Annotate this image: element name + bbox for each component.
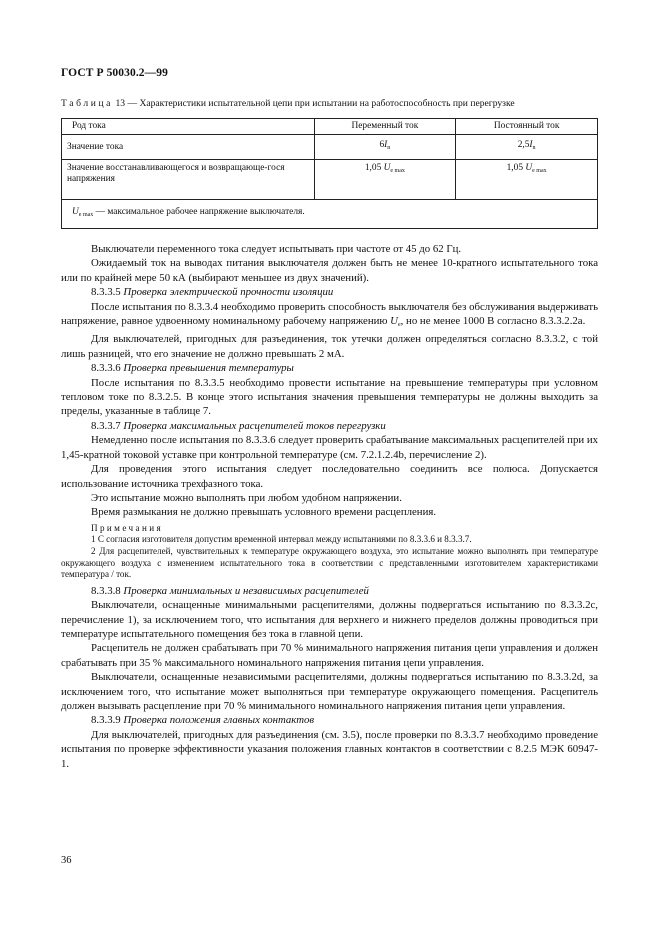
notes-heading: Примечания (91, 522, 164, 533)
section-heading-8-3-3-8: 8.3.3.8 Проверка минимальных и независимых расцепителей (91, 584, 369, 597)
body-text (61, 242, 598, 771)
cell-ac-voltage: 1,05 $U_{e max}$ (314, 160, 456, 200)
paragraph: Ожидаемый ток на выводах питания выключателя должен быть не менее 10-кратного испытательного тока или по крайней мере 50 кА (выбирают меньшее из двух значений). (61, 257, 598, 284)
paragraph: Выключатели, оснащенные независимыми расцепителями, должны подвергаться испытанию по 8.3.3.2d, за исключением того, что испытание может выполняться при температуре окружающего помещения. Расцепитель должен вызывать расцепление при 70 % минимального номинального напряжения питания цепи управления. (61, 671, 598, 712)
notes-block (61, 523, 598, 581)
page-number: 36 (61, 855, 72, 866)
cell-dc-voltage: 1,05 $U_{e max}$ (456, 160, 598, 200)
section-heading-8-3-3-9: 8.3.3.9 Проверка положения главных контактов (91, 714, 315, 727)
col-header-dc: Постоянный ток (456, 119, 598, 135)
test-circuit-table (61, 118, 598, 229)
table-caption (61, 98, 601, 109)
table-note: $U_{e max}$ — максимальное рабочее напряжение выключателя. (62, 200, 598, 229)
cell-ac-current: $6I_n$ (314, 135, 456, 160)
standard-header: ГОСТ Р 50030.2—99 (61, 67, 168, 79)
section-heading-8-3-3-7: 8.3.3.7 Проверка максимальных расцепителей токов перегрузки (91, 419, 386, 432)
section-heading-8-3-3-6: 8.3.3.6 Проверка превышения температуры (91, 362, 294, 375)
col-header-current-type: Род тока (62, 119, 315, 135)
table-caption-text: 13 — Характеристики испытательной цепи при испытании на работоспособность при перегрузке (115, 98, 515, 109)
paragraph: Выключатели, оснащенные минимальными расцепителями, должны подвергаться испытанию по 8.3.3.2с, перечисление 1), за исключением того, что испытания для верхнего и нижнего пределов должны проводиться при температуре испытательного помещения без тока в главной цепи. (61, 599, 598, 640)
paragraph: После испытания по 8.3.3.5 необходимо провести испытание на превышение температуры при условном тепловом токе по 8.3.2.5. В конце этого испытания значения превышения температуры не должны выходить за пределы, указанные в таблице 7. (61, 376, 598, 418)
paragraph: Для выключателей, пригодных для разъединения (см. 3.5), после проверки по 8.3.3.7 необходимо проведение испытания по проверке эффективности указания положения главных контактов в соответствии с 8.2.5 МЭК 60947-1. (61, 728, 598, 770)
note-item: 1 С согласия изготовителя допустим временной интервал между испытаниями по 8.3.3.6 и 8.3.3.7. (91, 534, 472, 545)
note-item: 2 Для расцепителей, чувствительных к температуре окружающего воздуха, это испытание можно выполнять при температуре окружающего воздуха с изменением испытательного тока в соответствии с представленными изготовителем характеристиками температура / ток. (61, 545, 598, 580)
table-row-voltage (62, 160, 598, 200)
col-header-ac: Переменный ток (314, 119, 456, 135)
paragraph: Для выключателей, пригодных для разъединения, ток утечки должен определяться согласно 8.3.3.2, с той лишь разницей, что его значение не должно превышать 2 мА. (61, 333, 598, 360)
table-header-row (62, 119, 598, 135)
table-caption-word: Таблица (61, 98, 114, 109)
paragraph: Для проведения этого испытания следует последовательно соединить все полюса. Допускается использование источника трехфазного тока. (61, 463, 598, 490)
paragraph: Расцепитель не должен срабатывать при 70 % минимального напряжения питания цепи управления и должен срабатывать при 35 % максимального номинального напряжения питания цепи управления. (61, 642, 598, 669)
paragraph: Это испытание можно выполнять при любом удобном напряжении. (91, 491, 402, 504)
row-label-voltage: Значение восстанавливающегося и возвращающе-гося напряжения (62, 160, 315, 200)
paragraph: После испытания по 8.3.3.4 необходимо проверить способность выключателя без обслуживания выдерживать напряжение, равное удвоенному номинальному рабочему напряжению $U_e$, но не менее 1000 В согласно 8.3.3.2.2а. (61, 300, 598, 329)
paragraph: Немедленно после испытания по 8.3.3.6 следует проверить срабатывание максимальных расцепителей при их 1,45-кратной токовой уставке при контрольной температуре (см. 7.2.1.2.4b, перечисление 2). (61, 434, 599, 461)
table-note-row (62, 200, 598, 229)
row-label-current: Значение тока (62, 135, 315, 160)
paragraph: Выключатели переменного тока следует испытывать при частоте от 45 до 62 Гц. (91, 243, 462, 255)
table-row-current (62, 135, 598, 160)
cell-dc-current: $2,5I_n$ (456, 135, 598, 160)
section-heading-8-3-3-5: 8.3.3.5 Проверка электрической прочности изоляции (91, 286, 334, 299)
paragraph: Время размыкания не должно превышать условного времени расцепления. (91, 506, 437, 519)
